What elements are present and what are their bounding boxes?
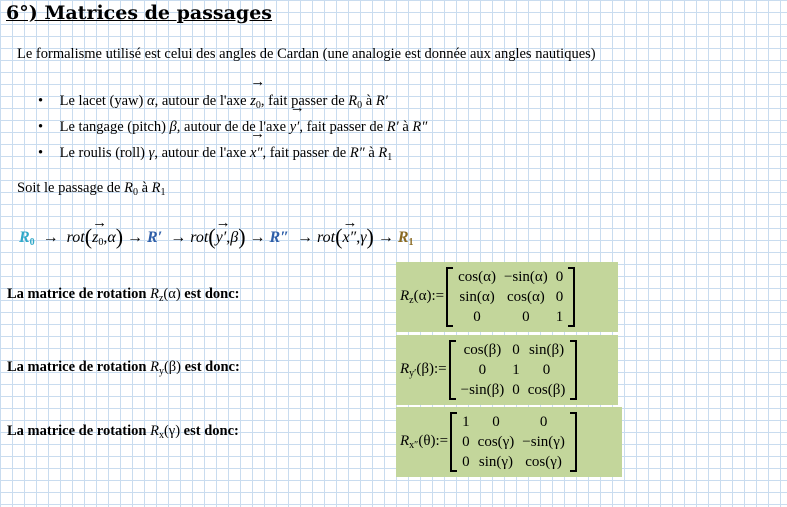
frame-r0-subscript: 0 (29, 237, 35, 248)
label-matrix-name: R (150, 359, 159, 375)
passage-text: à (137, 180, 152, 196)
bullet-text: , fait passer de (262, 145, 350, 161)
axis-letter: y′ (215, 229, 227, 246)
bullet-text: Le tangage (pitch) (59, 119, 170, 135)
label-text: est donc: (181, 359, 240, 375)
frame-to: R (151, 180, 161, 196)
matrix-cell: 0 (462, 434, 470, 450)
angle-list (38, 88, 427, 166)
axis-subscript: 0 (98, 237, 104, 248)
matrix-box-y (396, 335, 618, 405)
matrix-argument: (θ):= (418, 433, 449, 449)
matrix-cell: 0 (512, 342, 520, 358)
list-item-pitch (38, 114, 427, 140)
angle-symbol: β (169, 119, 177, 135)
label-matrix-subscript: z (158, 293, 164, 304)
bullet-text: Le roulis (roll) (59, 145, 149, 161)
label-matrix-name: R (150, 423, 159, 439)
page-title: 6°) Matrices de passages (6, 2, 272, 24)
matrix-cell: cos(α) (458, 269, 496, 285)
rot-operator: rot (190, 229, 209, 246)
matrix-cell: 0 (492, 414, 500, 430)
bullet-text: , autour de de l'axe (176, 119, 290, 135)
axis-letter: y′ (289, 119, 300, 135)
bullet-text: , fait passer de (260, 93, 349, 109)
frame-from: R (124, 180, 133, 196)
matrix-symbol: R (400, 433, 410, 449)
matrix-x (450, 412, 577, 472)
angle-symbol: α (107, 229, 116, 246)
bullet-text: à (364, 145, 379, 161)
matrix-cell: 0 (539, 414, 548, 430)
frame-to-subscript: 1 (387, 152, 393, 163)
label-matrix-arg: (β) (163, 359, 181, 375)
matrix-subscript: x″ (409, 440, 419, 451)
angle-symbol: α (146, 93, 155, 109)
axis-vector (92, 229, 103, 248)
axis-vector (250, 88, 261, 119)
arrow: → (249, 229, 266, 246)
bullet-text: , autour de l'axe (154, 93, 251, 109)
bullet-text: à (362, 93, 376, 109)
bullet-text: à (398, 119, 413, 135)
axis-letter: x″ (249, 145, 263, 161)
label-matrix-subscript: x (158, 430, 164, 441)
axis-letter: z (92, 229, 99, 246)
matrix-cell: 1 (462, 414, 470, 430)
matrix-cell: cos(γ) (525, 454, 562, 470)
angle-symbol: β (230, 229, 239, 246)
intro-text: Le formalisme utilisé est celui des angles de Cardan (une analogie est donnée aux angles nautiques) (17, 46, 596, 62)
frame-to-subscript: 1 (160, 187, 166, 198)
matrix-cell: 1 (512, 362, 520, 378)
matrix-cell: 0 (542, 362, 551, 378)
arrow: → (42, 229, 59, 246)
axis-subscript: 0 (255, 100, 261, 111)
angle-symbol: γ (148, 145, 155, 161)
list-item-yaw (38, 88, 427, 114)
frame-from-subscript: 0 (132, 187, 138, 198)
arrow: → (297, 229, 314, 246)
matrix-y (449, 340, 578, 400)
frame-r1-subscript: 1 (408, 237, 414, 248)
arrow: → (170, 229, 187, 246)
label-text: est donc: (180, 423, 239, 439)
label-text: La matrice de rotation (7, 359, 151, 375)
bullet-text: , autour de l'axe (154, 145, 250, 161)
axis-letter: x″ (342, 229, 357, 246)
matrix-box-x (396, 407, 622, 477)
angle-symbol: γ (360, 229, 367, 246)
matrix-cell: −sin(β) (460, 382, 505, 398)
matrix-name (400, 288, 444, 306)
rot-operator: rot (66, 229, 85, 246)
axis-vector (342, 229, 356, 247)
matrix-name (400, 361, 447, 379)
bullet-text: Le lacet (yaw) (59, 93, 147, 109)
frame-to: R″ (412, 119, 428, 135)
label-matrix-subscript: y (158, 366, 164, 377)
rotation-label-x (7, 423, 239, 441)
rotation-chain: $R_0 \to rot(\to z_0,\alpha) \to R' \to rot(\to y',\beta) \to R'' \to rot(\to x'',\gamma) \to R_1$ (19, 224, 414, 250)
frame-to: R′ (375, 93, 388, 109)
frame-r0: R (19, 229, 30, 246)
matrix-name (400, 433, 448, 451)
passage-sentence (17, 180, 166, 198)
matrix-subscript: y′ (409, 368, 417, 379)
matrix-cell: cos(β) (463, 342, 502, 358)
frame-from: R″ (349, 145, 365, 161)
matrix-box-z (396, 262, 618, 332)
frame-r-prime: R′ (147, 229, 163, 246)
matrix-cell: 0 (478, 362, 487, 378)
passage-text: Soit le passage de (17, 180, 125, 196)
matrix-cell: 0 (555, 289, 564, 305)
label-matrix-arg: (γ) (163, 423, 181, 439)
axis-letter: z (250, 93, 256, 109)
label-matrix-arg: (α) (163, 286, 181, 302)
matrix-cell: 1 (555, 309, 564, 325)
matrix-symbol: R (400, 361, 410, 377)
matrix-z (446, 267, 575, 327)
label-matrix-name: R (150, 286, 159, 302)
axis-vector (216, 229, 227, 247)
arrow: → (127, 229, 144, 246)
matrix-cell: sin(β) (528, 342, 565, 358)
matrix-cell: 0 (555, 269, 564, 285)
matrix-argument: (β):= (416, 361, 447, 377)
axis-vector (290, 114, 300, 140)
frame-from-subscript: 0 (357, 100, 363, 111)
matrix-argument: (α):= (413, 288, 445, 304)
matrix-cell: 0 (512, 382, 520, 398)
matrix-cell: sin(α) (459, 289, 495, 305)
frame-r1: R (397, 229, 409, 246)
list-item-roll (38, 140, 427, 166)
frame-from: R (348, 93, 358, 109)
matrix-cell: cos(α) (506, 289, 545, 305)
matrix-cell: cos(β) (527, 382, 566, 398)
axis-vector (250, 140, 262, 166)
rotation-label-z (7, 286, 239, 304)
frame-to: R (378, 145, 388, 161)
matrix-symbol: R (400, 288, 410, 304)
matrix-subscript: z (409, 295, 414, 306)
matrix-cell: sin(γ) (478, 454, 514, 470)
label-text: La matrice de rotation (7, 423, 151, 439)
rotation-label-y (7, 359, 240, 377)
frame-r-second: R″ (269, 229, 290, 246)
label-text: La matrice de rotation (7, 286, 151, 302)
bullet-text: , fait passer de (299, 119, 387, 135)
matrix-cell: −sin(γ) (522, 434, 565, 450)
frame-from: R′ (386, 119, 399, 135)
label-text: est donc: (180, 286, 240, 302)
arrow: → (377, 229, 394, 246)
matrix-cell: 0 (462, 454, 470, 470)
matrix-cell: −sin(α) (503, 269, 548, 285)
matrix-cell: cos(γ) (477, 434, 515, 450)
matrix-cell: 0 (522, 309, 530, 325)
rot-operator: rot (317, 229, 336, 246)
matrix-cell: 0 (473, 309, 481, 325)
